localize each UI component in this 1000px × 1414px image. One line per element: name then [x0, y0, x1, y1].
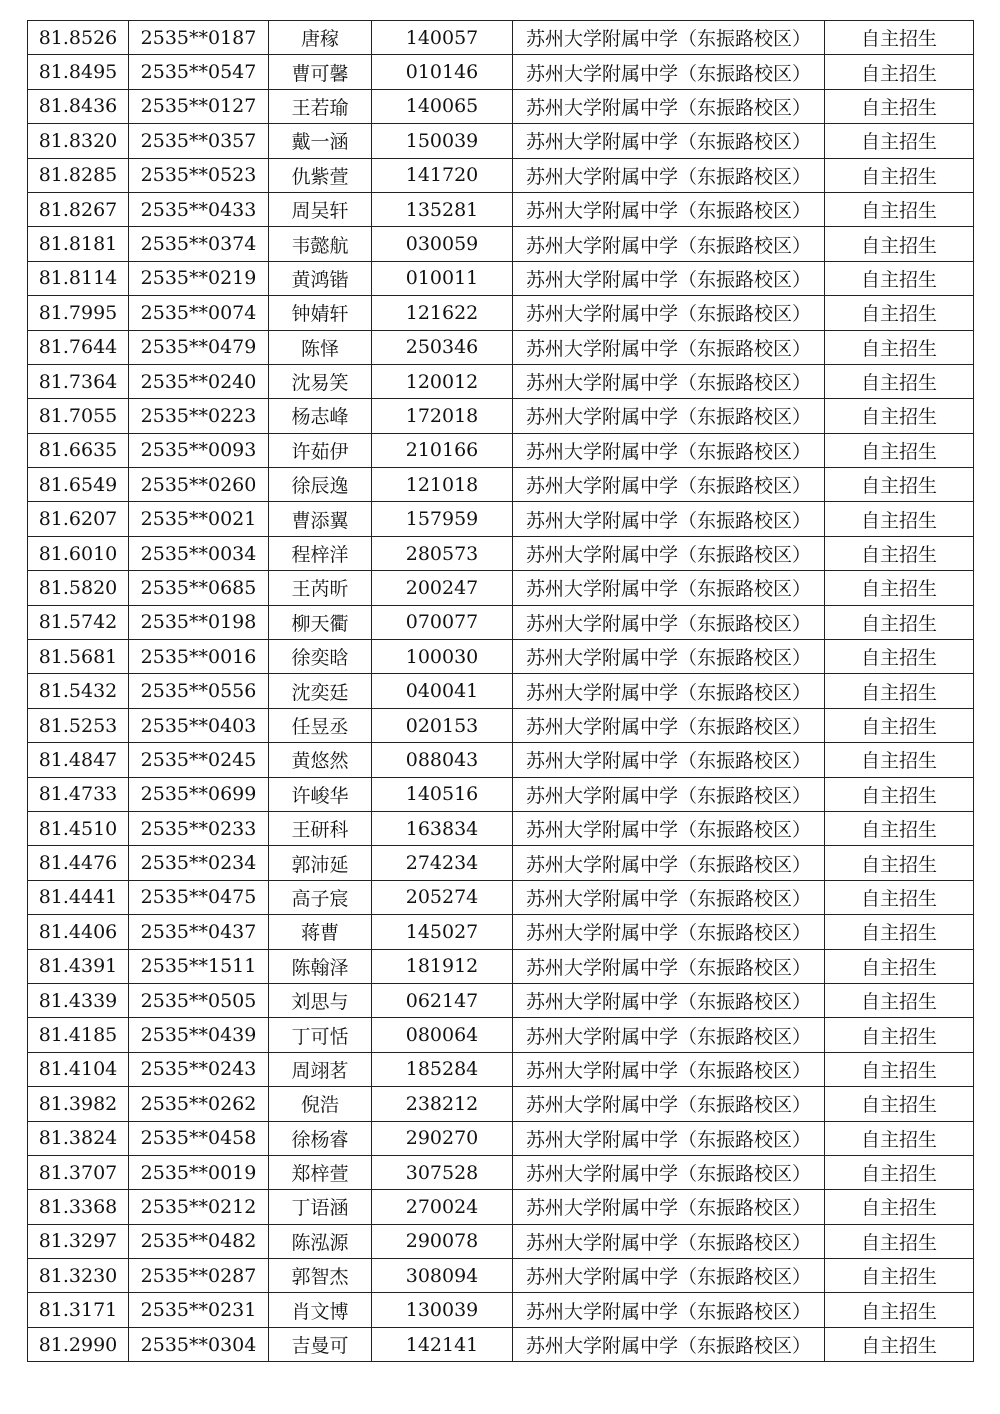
student-name-cell: 沈易笑: [269, 364, 372, 398]
admission-type-cell: 自主招生: [825, 880, 974, 914]
student-name-cell: 曹添翼: [269, 502, 372, 536]
student-code-cell: 120012: [372, 364, 513, 398]
exam-id-cell: 2535**1511: [129, 949, 269, 983]
school-cell: 苏州大学附属中学（东振路校区）: [513, 708, 825, 742]
score-cell: 81.4733: [28, 777, 129, 811]
exam-id-cell: 2535**0357: [129, 124, 269, 158]
exam-id-cell: 2535**0240: [129, 364, 269, 398]
school-cell: 苏州大学附属中学（东振路校区）: [513, 364, 825, 398]
admission-type-cell: 自主招生: [825, 605, 974, 639]
exam-id-cell: 2535**0479: [129, 330, 269, 364]
school-cell: 苏州大学附属中学（东振路校区）: [513, 1052, 825, 1086]
admission-type-cell: 自主招生: [825, 124, 974, 158]
school-cell: 苏州大学附属中学（东振路校区）: [513, 605, 825, 639]
exam-id-cell: 2535**0547: [129, 55, 269, 89]
admission-type-cell: 自主招生: [825, 1293, 974, 1327]
student-code-cell: 130039: [372, 1293, 513, 1327]
student-name-cell: 丁可恬: [269, 1018, 372, 1052]
score-cell: 81.3230: [28, 1259, 129, 1293]
student-name-cell: 周翊茗: [269, 1052, 372, 1086]
student-code-cell: 140065: [372, 89, 513, 123]
school-cell: 苏州大学附属中学（东振路校区）: [513, 536, 825, 570]
student-code-cell: 274234: [372, 846, 513, 880]
table-row: [28, 296, 974, 330]
student-name-cell: 蒋曹: [269, 915, 372, 949]
student-code-cell: 290078: [372, 1224, 513, 1258]
school-cell: 苏州大学附属中学（东振路校区）: [513, 433, 825, 467]
score-cell: 81.4104: [28, 1052, 129, 1086]
student-code-cell: 121622: [372, 296, 513, 330]
school-cell: 苏州大学附属中学（东振路校区）: [513, 21, 825, 55]
student-code-cell: 270024: [372, 1190, 513, 1224]
student-name-cell: 仇紫萱: [269, 158, 372, 192]
student-code-cell: 145027: [372, 915, 513, 949]
admission-type-cell: 自主招生: [825, 1052, 974, 1086]
exam-id-cell: 2535**0187: [129, 21, 269, 55]
table-row: [28, 1087, 974, 1121]
school-cell: 苏州大学附属中学（东振路校区）: [513, 296, 825, 330]
table-row: [28, 1052, 974, 1086]
student-name-cell: 徐奕晗: [269, 640, 372, 674]
student-code-cell: 308094: [372, 1259, 513, 1293]
exam-id-cell: 2535**0021: [129, 502, 269, 536]
table-row: [28, 89, 974, 123]
score-cell: 81.8181: [28, 227, 129, 261]
school-cell: 苏州大学附属中学（东振路校区）: [513, 1293, 825, 1327]
admission-results-table: [27, 20, 974, 1362]
table-row: [28, 330, 974, 364]
table-body: [28, 21, 974, 1362]
student-name-cell: 钟婧轩: [269, 296, 372, 330]
table-row: [28, 915, 974, 949]
admission-type-cell: 自主招生: [825, 399, 974, 433]
school-cell: 苏州大学附属中学（东振路校区）: [513, 640, 825, 674]
school-cell: 苏州大学附属中学（东振路校区）: [513, 1155, 825, 1189]
admission-type-cell: 自主招生: [825, 330, 974, 364]
student-code-cell: 140057: [372, 21, 513, 55]
student-name-cell: 郭智杰: [269, 1259, 372, 1293]
table-row: [28, 261, 974, 295]
student-name-cell: 高子宸: [269, 880, 372, 914]
student-name-cell: 王研科: [269, 811, 372, 845]
exam-id-cell: 2535**0127: [129, 89, 269, 123]
table-row: [28, 1121, 974, 1155]
student-name-cell: 唐稼: [269, 21, 372, 55]
score-cell: 81.3368: [28, 1190, 129, 1224]
student-name-cell: 吉曼可: [269, 1327, 372, 1361]
admission-type-cell: 自主招生: [825, 640, 974, 674]
table-row: [28, 1327, 974, 1361]
student-code-cell: 088043: [372, 743, 513, 777]
admission-type-cell: 自主招生: [825, 192, 974, 226]
score-cell: 81.3982: [28, 1087, 129, 1121]
admission-type-cell: 自主招生: [825, 1121, 974, 1155]
table-row: [28, 192, 974, 226]
table-row: [28, 468, 974, 502]
school-cell: 苏州大学附属中学（东振路校区）: [513, 502, 825, 536]
school-cell: 苏州大学附属中学（东振路校区）: [513, 880, 825, 914]
exam-id-cell: 2535**0234: [129, 846, 269, 880]
school-cell: 苏州大学附属中学（东振路校区）: [513, 192, 825, 226]
student-name-cell: 郭沛延: [269, 846, 372, 880]
school-cell: 苏州大学附属中学（东振路校区）: [513, 949, 825, 983]
student-code-cell: 200247: [372, 571, 513, 605]
table-row: [28, 605, 974, 639]
school-cell: 苏州大学附属中学（东振路校区）: [513, 399, 825, 433]
student-name-cell: 许茹伊: [269, 433, 372, 467]
admission-type-cell: 自主招生: [825, 55, 974, 89]
admission-type-cell: 自主招生: [825, 1018, 974, 1052]
student-name-cell: 陈翰泽: [269, 949, 372, 983]
score-cell: 81.3707: [28, 1155, 129, 1189]
school-cell: 苏州大学附属中学（东振路校区）: [513, 330, 825, 364]
student-code-cell: 020153: [372, 708, 513, 742]
student-name-cell: 杨志峰: [269, 399, 372, 433]
exam-id-cell: 2535**0074: [129, 296, 269, 330]
student-name-cell: 黄悠然: [269, 743, 372, 777]
exam-id-cell: 2535**0231: [129, 1293, 269, 1327]
student-name-cell: 陈怿: [269, 330, 372, 364]
table-row: [28, 777, 974, 811]
score-cell: 81.4185: [28, 1018, 129, 1052]
exam-id-cell: 2535**0016: [129, 640, 269, 674]
exam-id-cell: 2535**0482: [129, 1224, 269, 1258]
admission-type-cell: 自主招生: [825, 1190, 974, 1224]
score-cell: 81.4339: [28, 983, 129, 1017]
exam-id-cell: 2535**0458: [129, 1121, 269, 1155]
exam-id-cell: 2535**0403: [129, 708, 269, 742]
exam-id-cell: 2535**0262: [129, 1087, 269, 1121]
admission-type-cell: 自主招生: [825, 949, 974, 983]
school-cell: 苏州大学附属中学（东振路校区）: [513, 1121, 825, 1155]
score-cell: 81.6207: [28, 502, 129, 536]
table-row: [28, 399, 974, 433]
student-code-cell: 141720: [372, 158, 513, 192]
table-row: [28, 640, 974, 674]
student-code-cell: 172018: [372, 399, 513, 433]
table-row: [28, 708, 974, 742]
exam-id-cell: 2535**0439: [129, 1018, 269, 1052]
table-row: [28, 433, 974, 467]
exam-id-cell: 2535**0374: [129, 227, 269, 261]
table-row: [28, 536, 974, 570]
exam-id-cell: 2535**0219: [129, 261, 269, 295]
admission-type-cell: 自主招生: [825, 261, 974, 295]
exam-id-cell: 2535**0433: [129, 192, 269, 226]
exam-id-cell: 2535**0233: [129, 811, 269, 845]
exam-id-cell: 2535**0245: [129, 743, 269, 777]
exam-id-cell: 2535**0505: [129, 983, 269, 1017]
student-code-cell: 210166: [372, 433, 513, 467]
admission-type-cell: 自主招生: [825, 502, 974, 536]
student-name-cell: 王芮昕: [269, 571, 372, 605]
score-cell: 81.8285: [28, 158, 129, 192]
student-name-cell: 任昱丞: [269, 708, 372, 742]
table-row: [28, 21, 974, 55]
exam-id-cell: 2535**0093: [129, 433, 269, 467]
student-name-cell: 肖文博: [269, 1293, 372, 1327]
score-cell: 81.8320: [28, 124, 129, 158]
table-row: [28, 983, 974, 1017]
exam-id-cell: 2535**0699: [129, 777, 269, 811]
student-name-cell: 曹可馨: [269, 55, 372, 89]
table-row: [28, 124, 974, 158]
table-row: [28, 846, 974, 880]
admission-type-cell: 自主招生: [825, 571, 974, 605]
exam-id-cell: 2535**0437: [129, 915, 269, 949]
table-row: [28, 1155, 974, 1189]
table-row: [28, 55, 974, 89]
student-code-cell: 142141: [372, 1327, 513, 1361]
score-cell: 81.8526: [28, 21, 129, 55]
admission-type-cell: 自主招生: [825, 1224, 974, 1258]
school-cell: 苏州大学附属中学（东振路校区）: [513, 124, 825, 158]
student-code-cell: 080064: [372, 1018, 513, 1052]
student-code-cell: 121018: [372, 468, 513, 502]
table-row: [28, 227, 974, 261]
student-code-cell: 010011: [372, 261, 513, 295]
score-cell: 81.4391: [28, 949, 129, 983]
score-cell: 81.4406: [28, 915, 129, 949]
admission-type-cell: 自主招生: [825, 1155, 974, 1189]
school-cell: 苏州大学附属中学（东振路校区）: [513, 915, 825, 949]
school-cell: 苏州大学附属中学（东振路校区）: [513, 1224, 825, 1258]
student-name-cell: 许峻华: [269, 777, 372, 811]
student-name-cell: 倪浩: [269, 1087, 372, 1121]
school-cell: 苏州大学附属中学（东振路校区）: [513, 1259, 825, 1293]
student-code-cell: 181912: [372, 949, 513, 983]
score-cell: 81.3171: [28, 1293, 129, 1327]
student-code-cell: 070077: [372, 605, 513, 639]
admission-type-cell: 自主招生: [825, 227, 974, 261]
student-code-cell: 010146: [372, 55, 513, 89]
table-row: [28, 1018, 974, 1052]
school-cell: 苏州大学附属中学（东振路校区）: [513, 158, 825, 192]
student-code-cell: 185284: [372, 1052, 513, 1086]
exam-id-cell: 2535**0212: [129, 1190, 269, 1224]
table-row: [28, 743, 974, 777]
school-cell: 苏州大学附属中学（东振路校区）: [513, 983, 825, 1017]
admission-type-cell: 自主招生: [825, 1259, 974, 1293]
score-cell: 81.8436: [28, 89, 129, 123]
score-cell: 81.3824: [28, 1121, 129, 1155]
table-row: [28, 571, 974, 605]
exam-id-cell: 2535**0019: [129, 1155, 269, 1189]
student-code-cell: 150039: [372, 124, 513, 158]
student-name-cell: 郑梓萱: [269, 1155, 372, 1189]
exam-id-cell: 2535**0685: [129, 571, 269, 605]
admission-type-cell: 自主招生: [825, 158, 974, 192]
school-cell: 苏州大学附属中学（东振路校区）: [513, 468, 825, 502]
school-cell: 苏州大学附属中学（东振路校区）: [513, 571, 825, 605]
document-page: [27, 20, 973, 1362]
score-cell: 81.3297: [28, 1224, 129, 1258]
table-row: [28, 502, 974, 536]
student-code-cell: 250346: [372, 330, 513, 364]
school-cell: 苏州大学附属中学（东振路校区）: [513, 1327, 825, 1361]
admission-type-cell: 自主招生: [825, 708, 974, 742]
exam-id-cell: 2535**0304: [129, 1327, 269, 1361]
score-cell: 81.7055: [28, 399, 129, 433]
admission-type-cell: 自主招生: [825, 21, 974, 55]
exam-id-cell: 2535**0475: [129, 880, 269, 914]
school-cell: 苏州大学附属中学（东振路校区）: [513, 846, 825, 880]
school-cell: 苏州大学附属中学（东振路校区）: [513, 1190, 825, 1224]
admission-type-cell: 自主招生: [825, 743, 974, 777]
school-cell: 苏州大学附属中学（东振路校区）: [513, 227, 825, 261]
score-cell: 81.7364: [28, 364, 129, 398]
student-name-cell: 周吴轩: [269, 192, 372, 226]
score-cell: 81.6635: [28, 433, 129, 467]
school-cell: 苏州大学附属中学（东振路校区）: [513, 89, 825, 123]
student-code-cell: 205274: [372, 880, 513, 914]
school-cell: 苏州大学附属中学（东振路校区）: [513, 743, 825, 777]
score-cell: 81.5253: [28, 708, 129, 742]
student-code-cell: 280573: [372, 536, 513, 570]
admission-type-cell: 自主招生: [825, 811, 974, 845]
school-cell: 苏州大学附属中学（东振路校区）: [513, 55, 825, 89]
exam-id-cell: 2535**0260: [129, 468, 269, 502]
student-code-cell: 040041: [372, 674, 513, 708]
school-cell: 苏州大学附属中学（东振路校区）: [513, 811, 825, 845]
student-name-cell: 陈泓源: [269, 1224, 372, 1258]
student-code-cell: 307528: [372, 1155, 513, 1189]
score-cell: 81.8495: [28, 55, 129, 89]
student-code-cell: 135281: [372, 192, 513, 226]
table-row: [28, 1190, 974, 1224]
student-name-cell: 程梓洋: [269, 536, 372, 570]
exam-id-cell: 2535**0287: [129, 1259, 269, 1293]
score-cell: 81.6549: [28, 468, 129, 502]
student-name-cell: 徐辰逸: [269, 468, 372, 502]
student-name-cell: 刘思与: [269, 983, 372, 1017]
student-name-cell: 王若瑜: [269, 89, 372, 123]
score-cell: 81.8114: [28, 261, 129, 295]
student-name-cell: 戴一涵: [269, 124, 372, 158]
student-code-cell: 238212: [372, 1087, 513, 1121]
score-cell: 81.4847: [28, 743, 129, 777]
score-cell: 81.7644: [28, 330, 129, 364]
table-row: [28, 158, 974, 192]
student-code-cell: 030059: [372, 227, 513, 261]
score-cell: 81.4476: [28, 846, 129, 880]
student-name-cell: 韦懿航: [269, 227, 372, 261]
score-cell: 81.5681: [28, 640, 129, 674]
score-cell: 81.4441: [28, 880, 129, 914]
admission-type-cell: 自主招生: [825, 1327, 974, 1361]
exam-id-cell: 2535**0243: [129, 1052, 269, 1086]
school-cell: 苏州大学附属中学（东振路校区）: [513, 674, 825, 708]
admission-type-cell: 自主招生: [825, 777, 974, 811]
score-cell: 81.7995: [28, 296, 129, 330]
exam-id-cell: 2535**0556: [129, 674, 269, 708]
admission-type-cell: 自主招生: [825, 846, 974, 880]
student-code-cell: 140516: [372, 777, 513, 811]
school-cell: 苏州大学附属中学（东振路校区）: [513, 1018, 825, 1052]
admission-type-cell: 自主招生: [825, 89, 974, 123]
school-cell: 苏州大学附属中学（东振路校区）: [513, 777, 825, 811]
admission-type-cell: 自主招生: [825, 296, 974, 330]
score-cell: 81.4510: [28, 811, 129, 845]
score-cell: 81.5432: [28, 674, 129, 708]
student-code-cell: 062147: [372, 983, 513, 1017]
student-name-cell: 丁语涵: [269, 1190, 372, 1224]
admission-type-cell: 自主招生: [825, 915, 974, 949]
admission-type-cell: 自主招生: [825, 536, 974, 570]
score-cell: 81.6010: [28, 536, 129, 570]
admission-type-cell: 自主招生: [825, 674, 974, 708]
table-row: [28, 880, 974, 914]
table-row: [28, 811, 974, 845]
score-cell: 81.2990: [28, 1327, 129, 1361]
school-cell: 苏州大学附属中学（东振路校区）: [513, 261, 825, 295]
student-name-cell: 柳天衢: [269, 605, 372, 639]
student-code-cell: 100030: [372, 640, 513, 674]
student-code-cell: 157959: [372, 502, 513, 536]
admission-type-cell: 自主招生: [825, 983, 974, 1017]
score-cell: 81.8267: [28, 192, 129, 226]
student-code-cell: 290270: [372, 1121, 513, 1155]
table-row: [28, 1293, 974, 1327]
student-code-cell: 163834: [372, 811, 513, 845]
table-row: [28, 364, 974, 398]
score-cell: 81.5820: [28, 571, 129, 605]
table-row: [28, 674, 974, 708]
table-row: [28, 1259, 974, 1293]
admission-type-cell: 自主招生: [825, 1087, 974, 1121]
score-cell: 81.5742: [28, 605, 129, 639]
exam-id-cell: 2535**0034: [129, 536, 269, 570]
admission-type-cell: 自主招生: [825, 468, 974, 502]
student-name-cell: 徐杨睿: [269, 1121, 372, 1155]
student-name-cell: 黄鸿锴: [269, 261, 372, 295]
school-cell: 苏州大学附属中学（东振路校区）: [513, 1087, 825, 1121]
exam-id-cell: 2535**0523: [129, 158, 269, 192]
exam-id-cell: 2535**0223: [129, 399, 269, 433]
table-row: [28, 949, 974, 983]
admission-type-cell: 自主招生: [825, 433, 974, 467]
table-row: [28, 1224, 974, 1258]
admission-type-cell: 自主招生: [825, 364, 974, 398]
student-name-cell: 沈奕廷: [269, 674, 372, 708]
exam-id-cell: 2535**0198: [129, 605, 269, 639]
